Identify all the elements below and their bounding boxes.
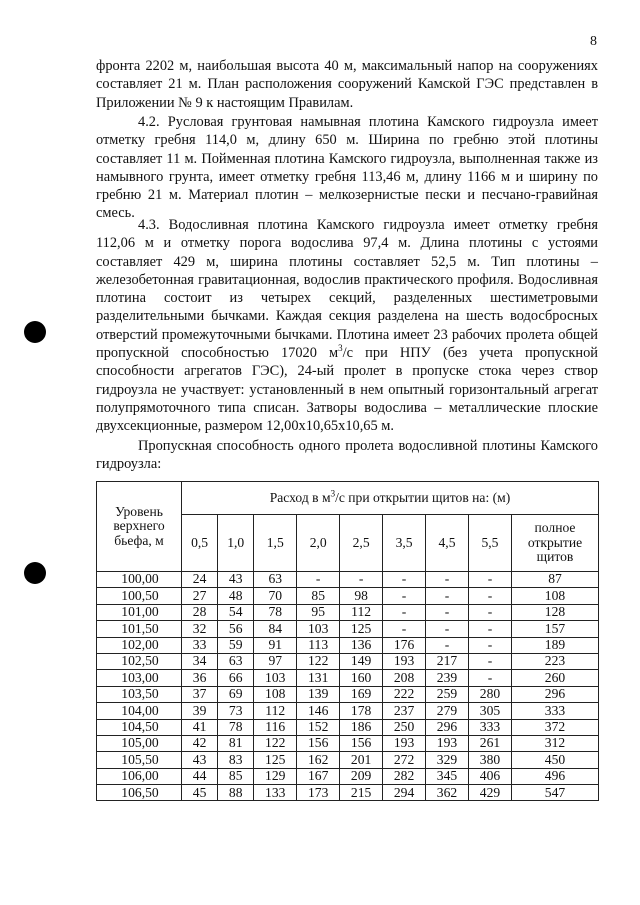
flow-cell: -: [468, 604, 511, 620]
level-cell: 102,00: [97, 637, 182, 653]
level-cell: 101,00: [97, 604, 182, 620]
flow-cell: 279: [426, 703, 469, 719]
flow-cell: 34: [182, 653, 218, 669]
flow-cell: 70: [254, 588, 297, 604]
level-cell: 106,00: [97, 768, 182, 784]
flow-cell: 193: [383, 735, 426, 751]
flow-cell: 54: [218, 604, 254, 620]
flow-cell: -: [468, 670, 511, 686]
opening-header: 3,5: [383, 515, 426, 572]
flow-cell: 146: [297, 703, 340, 719]
opening-header: 2,5: [340, 515, 383, 572]
table-row: [97, 604, 599, 620]
discharge-capacity-table: [96, 481, 599, 801]
flow-cell: 209: [340, 768, 383, 784]
opening-header: 2,0: [297, 515, 340, 572]
flow-cell: 116: [254, 719, 297, 735]
opening-header: 5,5: [468, 515, 511, 572]
table-row: [97, 703, 599, 719]
paragraph-text: 4.2. Русловая грунтовая намывная плотина Камского гидроузла имеет отметку гребня 114,0 м, длину 650 м. Ширина по гребню этой плотины составляет 11 м. Пойменная плотина Камского гидроузла, выполненная также из намывного грунта, имеет отметку гребня 113,46 м, длину 1166 м и ширину по гребню 21 м. Материал плотин – мелкозернистые пески и песчано-гравийная смесь.: [96, 114, 598, 222]
flow-cell: 139: [297, 686, 340, 702]
flow-cell: 59: [218, 637, 254, 653]
flow-cell: 122: [297, 653, 340, 669]
flow-cell: -: [426, 621, 469, 637]
flow-cell: 69: [218, 686, 254, 702]
page-number: 8: [590, 34, 597, 49]
flow-cell: 167: [297, 768, 340, 784]
flow-cell: 48: [218, 588, 254, 604]
flow-cell: 85: [297, 588, 340, 604]
flow-cell: 208: [383, 670, 426, 686]
flow-cell: 259: [426, 686, 469, 702]
level-cell: 103,50: [97, 686, 182, 702]
level-cell: 105,00: [97, 735, 182, 751]
flow-cell: 305: [468, 703, 511, 719]
flow-cell: 380: [468, 752, 511, 768]
flow-cell: 260: [512, 670, 599, 686]
paragraph-continuation: [96, 57, 598, 112]
flow-cell: 122: [254, 735, 297, 751]
flow-cell: 333: [468, 719, 511, 735]
flow-cell: 160: [340, 670, 383, 686]
flow-cell: -: [383, 572, 426, 588]
flow-cell: -: [297, 572, 340, 588]
opening-header: полное открытие щитов: [512, 515, 599, 572]
flow-cell: 108: [254, 686, 297, 702]
flow-cell: 496: [512, 768, 599, 784]
flow-cell: 193: [426, 735, 469, 751]
flow-cell: 261: [468, 735, 511, 751]
flow-cell: 78: [254, 604, 297, 620]
flow-cell: 162: [297, 752, 340, 768]
level-cell: 103,00: [97, 670, 182, 686]
flow-cell: 223: [512, 653, 599, 669]
flow-cell: 129: [254, 768, 297, 784]
flow-cell: 33: [182, 637, 218, 653]
flow-cell: -: [383, 604, 426, 620]
flow-cell: 125: [340, 621, 383, 637]
flow-cell: 178: [340, 703, 383, 719]
table-row: [97, 670, 599, 686]
flow-cell: 81: [218, 735, 254, 751]
flow-cell: 215: [340, 785, 383, 801]
flow-cell: -: [426, 604, 469, 620]
flow-cell: 42: [182, 735, 218, 751]
flow-cell: 28: [182, 604, 218, 620]
flow-cell: -: [383, 621, 426, 637]
flow-cell: -: [468, 621, 511, 637]
flow-cell: -: [468, 653, 511, 669]
flow-cell: 36: [182, 670, 218, 686]
level-cell: 101,50: [97, 621, 182, 637]
punch-hole-mark: [24, 321, 46, 343]
table-row: [97, 588, 599, 604]
flow-cell: 112: [254, 703, 297, 719]
flow-cell: 112: [340, 604, 383, 620]
flow-cell: 85: [218, 768, 254, 784]
flow-cell: 108: [512, 588, 599, 604]
flow-cell: -: [426, 572, 469, 588]
flow-cell: -: [426, 588, 469, 604]
superscript: 3: [338, 343, 343, 354]
flow-cell: 176: [383, 637, 426, 653]
paragraph-text-part: /с при НПУ (без учета пропускной способности агрегатов ГЭС), 24-ый пролет в пропуске стока через створ гидроузла не участвует: установленный в нем опытный горизонтальный агрегат полупрямоточного типа списан. Затворы водослива – металлические плоские двухсекционные, размером 12,00х10,65х10,65 м.: [96, 345, 598, 435]
table-row: [97, 653, 599, 669]
flow-cell: 547: [512, 785, 599, 801]
flow-cell: 312: [512, 735, 599, 751]
flow-cell: 239: [426, 670, 469, 686]
flow-cell: 272: [383, 752, 426, 768]
flow-cell: 128: [512, 604, 599, 620]
flow-cell: 250: [383, 719, 426, 735]
flow-cell: 43: [182, 752, 218, 768]
flow-cell: 217: [426, 653, 469, 669]
table-row: [97, 686, 599, 702]
opening-header: 1,0: [218, 515, 254, 572]
flow-cell: 24: [182, 572, 218, 588]
flow-cell: 113: [297, 637, 340, 653]
punch-hole-mark: [24, 562, 46, 584]
table-row: [97, 621, 599, 637]
flow-cell: 125: [254, 752, 297, 768]
flow-cell: 193: [383, 653, 426, 669]
flow-header: [182, 482, 599, 515]
flow-cell: 84: [254, 621, 297, 637]
table-header-row: [97, 482, 599, 515]
flow-cell: 91: [254, 637, 297, 653]
superscript: 3: [330, 488, 336, 499]
flow-cell: 78: [218, 719, 254, 735]
flow-cell: 156: [297, 735, 340, 751]
flow-cell: 39: [182, 703, 218, 719]
caption-text: Пропускная способность одного пролета водосливной плотины Камского гидроузла:: [96, 438, 598, 473]
level-cell: 100,50: [97, 588, 182, 604]
flow-cell: 32: [182, 621, 218, 637]
flow-cell: 186: [340, 719, 383, 735]
table-row: [97, 768, 599, 784]
level-cell: 100,00: [97, 572, 182, 588]
flow-cell: 333: [512, 703, 599, 719]
table-caption: [96, 437, 598, 474]
table-row: [97, 637, 599, 653]
flow-cell: 149: [340, 653, 383, 669]
flow-cell: 95: [297, 604, 340, 620]
flow-cell: 222: [383, 686, 426, 702]
flow-cell: 136: [340, 637, 383, 653]
flow-cell: -: [468, 572, 511, 588]
flow-cell: 280: [468, 686, 511, 702]
flow-cell: 372: [512, 719, 599, 735]
opening-header: 0,5: [182, 515, 218, 572]
level-cell: 104,00: [97, 703, 182, 719]
flow-cell: 66: [218, 670, 254, 686]
flow-cell: 37: [182, 686, 218, 702]
flow-header-text: /с при открытии щитов на: (м): [335, 489, 511, 505]
level-cell: 102,50: [97, 653, 182, 669]
paragraph-text-part: 4.3. Водосливная плотина Камского гидроузла имеет отметку гребня 112,06 м и отметку порога водослива 97,4 м. Длина плотины с устоями составляет 429 м, ширина плотины составляет 52,5 м. Тип плотины – железобетонная гравитационная, водослив практического профиля. Водосливная плотина состоит из четырех секций, разделенных шестиметровыми разделительными бычками. Каждая секция разделена на шесть водосбросных отверстий промежуточными бычками. Плотина имеет 23 рабочих пролета общей пропускной способностью 17020 м: [96, 217, 598, 362]
flow-cell: 98: [340, 588, 383, 604]
flow-cell: 296: [512, 686, 599, 702]
flow-cell: 237: [383, 703, 426, 719]
paragraph-4-2: [96, 113, 598, 223]
level-cell: 106,50: [97, 785, 182, 801]
flow-cell: 173: [297, 785, 340, 801]
flow-header-text: Расход в м: [269, 489, 331, 505]
flow-cell: 157: [512, 621, 599, 637]
flow-cell: -: [340, 572, 383, 588]
flow-cell: 169: [340, 686, 383, 702]
flow-cell: 103: [297, 621, 340, 637]
flow-cell: 87: [512, 572, 599, 588]
table-row: [97, 785, 599, 801]
paragraph-4-3: [96, 216, 598, 436]
flow-cell: 97: [254, 653, 297, 669]
flow-cell: 44: [182, 768, 218, 784]
opening-header: 1,5: [254, 515, 297, 572]
level-cell: 105,50: [97, 752, 182, 768]
flow-cell: -: [468, 637, 511, 653]
table-row: [97, 719, 599, 735]
table-body: [97, 572, 599, 801]
flow-cell: 329: [426, 752, 469, 768]
flow-cell: 294: [383, 785, 426, 801]
flow-cell: 429: [468, 785, 511, 801]
flow-cell: 362: [426, 785, 469, 801]
flow-cell: 296: [426, 719, 469, 735]
flow-cell: -: [426, 637, 469, 653]
flow-cell: 131: [297, 670, 340, 686]
flow-cell: 103: [254, 670, 297, 686]
flow-cell: 88: [218, 785, 254, 801]
flow-cell: 282: [383, 768, 426, 784]
flow-cell: 83: [218, 752, 254, 768]
flow-cell: 41: [182, 719, 218, 735]
flow-cell: -: [383, 588, 426, 604]
flow-cell: 345: [426, 768, 469, 784]
flow-cell: 189: [512, 637, 599, 653]
flow-cell: 56: [218, 621, 254, 637]
flow-cell: 152: [297, 719, 340, 735]
flow-cell: -: [468, 588, 511, 604]
flow-cell: 201: [340, 752, 383, 768]
opening-header: 4,5: [426, 515, 469, 572]
flow-cell: 406: [468, 768, 511, 784]
flow-cell: 73: [218, 703, 254, 719]
paragraph-text: фронта 2202 м, наибольшая высота 40 м, максимальный напор на сооружениях составляет 21 м. План расположения сооружений Камской ГЭС представлен в Приложении № 9 к настоящим Правилам.: [96, 58, 598, 111]
paragraph-text: [96, 216, 598, 436]
flow-cell: 156: [340, 735, 383, 751]
flow-cell: 63: [218, 653, 254, 669]
flow-cell: 133: [254, 785, 297, 801]
flow-cell: 27: [182, 588, 218, 604]
flow-cell: 63: [254, 572, 297, 588]
level-cell: 104,50: [97, 719, 182, 735]
table-row: [97, 572, 599, 588]
flow-cell: 43: [218, 572, 254, 588]
flow-cell: 45: [182, 785, 218, 801]
table-row: [97, 735, 599, 751]
level-header: Уровень верхнего бьефа, м: [97, 482, 182, 572]
flow-cell: 450: [512, 752, 599, 768]
table-row: [97, 752, 599, 768]
